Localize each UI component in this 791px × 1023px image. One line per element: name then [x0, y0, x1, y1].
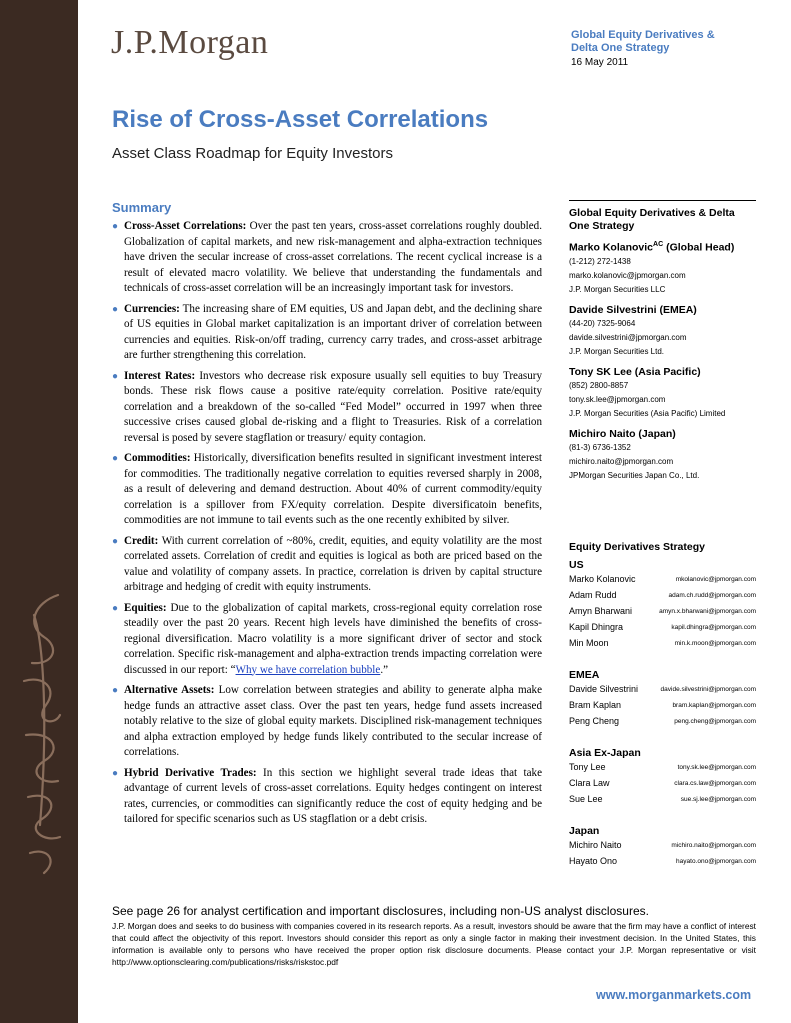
region-heading: US [569, 559, 584, 571]
contact-email[interactable]: michiro.naito@jpmorgan.com [671, 841, 756, 849]
contact-email[interactable]: hayato.ono@jpmorgan.com [676, 857, 756, 865]
bullet-icon: ● [112, 767, 119, 779]
jpmorgan-script-watermark [14, 585, 70, 885]
summary-item [112, 302, 542, 364]
directory-row [569, 853, 756, 869]
analyst-block [569, 304, 756, 358]
report-title: Rise of Cross-Asset Correlations [112, 106, 489, 133]
analyst-email[interactable]: marko.kolanovic@jpmorgan.com [569, 270, 686, 280]
disclosure-section [112, 904, 756, 968]
contact-email[interactable]: min.k.moon@jpmorgan.com [674, 639, 756, 647]
summary-item-lead: Interest Rates: [124, 369, 196, 382]
contact-email[interactable]: sue.sj.lee@jpmorgan.com [680, 795, 756, 803]
analyst-block [569, 241, 756, 296]
directory-heading: Equity Derivatives Strategy [569, 541, 705, 553]
analyst-phone: (852) 2800-8857 [569, 380, 629, 390]
directory-row [569, 619, 756, 635]
summary-item [112, 534, 542, 596]
region-heading: EMEA [569, 669, 600, 681]
bullet-icon: ● [112, 303, 119, 315]
summary-item-text: Investors who decrease risk exposure usually sell equities to buy Treasury bonds. These risk flows cause a positive rate/equity correlation. Positive rate/equity correlation and a breakdown of the so-called “Fed Model” occurred in 1997 when three successive crises caused global de-risking and a flight to Treasuries. Risk of a correlation reversal is posed by severe stagflation or treasury/ equity contagion. [124, 369, 542, 444]
directory-row [569, 603, 756, 619]
contact-name: Bram Kaplan [569, 700, 622, 710]
analyst-firm: J.P. Morgan Securities (Asia Pacific) Limited [569, 408, 726, 418]
contact-email[interactable]: kapil.dhingra@jpmorgan.com [671, 623, 756, 631]
disclosure-heading: See page 26 for analyst certification and important disclosures, including non-US analyst disclosures. [112, 904, 649, 918]
summary-item [112, 219, 542, 297]
department-line-1: Global Equity Derivatives & [571, 29, 715, 41]
analyst-firm: JPMorgan Securities Japan Co., Ltd. [569, 470, 700, 480]
contact-email[interactable]: tony.sk.lee@jpmorgan.com [677, 763, 756, 771]
report-subtitle: Asset Class Roadmap for Equity Investors [112, 145, 393, 162]
directory-row [569, 837, 756, 853]
summary-item-text: The increasing share of EM equities, US and Japan debt, and the declining share of US equities in Global market capitalization is an important driver of correlation between currencies and equities. Risk-on/off trading, currency carry trades, and cross-asset arbitrage are further strengthening this correlation. [124, 302, 542, 361]
contact-email[interactable]: clara.cs.law@jpmorgan.com [674, 779, 756, 787]
report-date: 16 May 2011 [571, 57, 629, 68]
department-line-2: Delta One Strategy [571, 42, 670, 54]
contact-email[interactable]: amyn.x.bharwani@jpmorgan.com [659, 607, 756, 615]
contact-name: Amyn Bharwani [569, 606, 633, 616]
analyst-phone: (1-212) 272-1438 [569, 256, 631, 266]
directory-row [569, 775, 756, 791]
summary-item [112, 369, 542, 447]
contact-email[interactable]: mkolanovic@jpmorgan.com [675, 575, 756, 583]
analyst-firm: J.P. Morgan Securities Ltd. [569, 346, 665, 356]
analyst-block [569, 428, 756, 482]
contact-email[interactable]: davide.silvestrini@jpmorgan.com [660, 685, 756, 693]
summary-item-lead: Credit: [124, 534, 159, 547]
summary-item [112, 766, 542, 828]
summary-item-lead: Currencies: [124, 302, 180, 315]
directory-row [569, 791, 756, 807]
report-header [571, 29, 771, 68]
analyst-name: Davide Silvestrini (EMEA) [569, 303, 697, 316]
contact-name: Hayato Ono [569, 856, 618, 866]
analyst-email[interactable]: michiro.naito@jpmorgan.com [569, 456, 674, 466]
bullet-icon: ● [112, 602, 119, 614]
contact-name: Tony Lee [569, 762, 606, 772]
summary-item-text: Low correlation between strategies and ability to generate alpha make hedge funds an attractive asset class. Over the past ten years, hedge fund assets increased notably relative to the size of global equity markets. Disciplined risk-management techniques and alpha extraction employed by hedge funds likely contributed to the secular increase of correlations. [124, 684, 542, 758]
analyst-name: Marko Kolanovic$^{AC}$ (Global Head) [569, 241, 735, 254]
summary-item-lead: Equities: [124, 601, 167, 614]
summary-item-text: Historically, diversification benefits resulted in significant investment interest for commodities. The traditionally negative correlation to equities reversed sharply in 2008, as a result of delevering and demand destruction. About 40% of current commodity/equity correlation is a spillover from FX/equity correlation. Despite diversificatoin benefits, commodities are not immune to tail events such as the one recently exhibited by silver. [124, 452, 542, 526]
side-band [0, 0, 78, 1023]
contact-email[interactable]: peng.cheng@jpmorgan.com [674, 717, 756, 725]
contact-email[interactable]: bram.kaplan@jpmorgan.com [672, 701, 756, 709]
summary-item-lead: Cross-Asset Correlations: [124, 220, 247, 232]
jpmorgan-logo: J.P.Morgan [111, 24, 269, 61]
region-heading: Japan [569, 825, 600, 837]
summary-item [112, 683, 542, 761]
disclosure-body: J.P. Morgan does and seeks to do business with companies covered in its research reports. As a result, investors should be aware that the firm may have a conflict of interest that could affect the objectivity of this report. Investors should consider this report as only a single factor in making their investment decision. In the United States, this information is available only to persons who have received the proper option risk disclosure documents. Please contact your J.P. Morgan representative or visit http://www.optionsclearing.com/publications/risks/riskstoc.pdf [112, 921, 756, 967]
equity-derivatives-strategy-directory [569, 541, 756, 869]
analyst-name: Tony SK Lee (Asia Pacific) [569, 365, 701, 378]
summary-item-lead: Alternative Assets: [124, 684, 215, 696]
analyst-phone: (81-3) 6736-1352 [569, 442, 631, 452]
directory-row [569, 587, 756, 603]
bullet-icon: ● [112, 221, 119, 232]
contact-name: Sue Lee [569, 794, 603, 804]
contact-name: Adam Rudd [569, 590, 617, 600]
bullet-icon: ● [112, 685, 119, 696]
summary-list [112, 219, 542, 833]
directory-row [569, 713, 756, 729]
region-heading: Asia Ex-Japan [569, 747, 641, 759]
contact-name: Min Moon [569, 638, 609, 648]
report-link[interactable]: Why we have correlation bubble [235, 663, 381, 676]
sidebar-title: Global Equity Derivatives & Delta One Strategy [569, 200, 756, 233]
summary-item-text: In this section we highlight several trade ideas that take advantage of current levels of cross-asset correlations. Equity hedges contingent on interest rates, currencies, or commodities can significantly reduce the cost of equity hedging and be tailored for specific scenarios such as US stagflation or a debt crisis. [124, 766, 542, 825]
analyst-phone: (44-20) 7325-9064 [569, 318, 636, 328]
analyst-block [569, 366, 756, 420]
directory-row [569, 759, 756, 775]
summary-item-lead: Commodities: [124, 452, 191, 464]
contact-name: Peng Cheng [569, 716, 620, 726]
analyst-email[interactable]: davide.silvestrini@jpmorgan.com [569, 332, 687, 342]
summary-item-lead: Hybrid Derivative Trades: [124, 766, 257, 779]
bullet-icon: ● [112, 370, 119, 382]
summary-item [112, 451, 542, 529]
directory-row [569, 571, 756, 587]
summary-item-text: With current correlation of ~80%, credit, equities, and equity volatility are the most correlated assets. Correlation of credit and equities is logical as both are priced based on the value and volatility of company assets. In practice, correlation is driven by capital structure arbitrage and hedging of credit with equity instruments. [124, 534, 542, 593]
directory-row [569, 681, 756, 697]
footer-url[interactable]: www.morganmarkets.com [596, 988, 752, 1002]
bullet-icon: ● [112, 453, 119, 464]
directory-row [569, 697, 756, 713]
contact-name: Kapil Dhingra [569, 622, 624, 632]
analyst-firm: J.P. Morgan Securities LLC [569, 284, 666, 294]
summary-item-text-after: .” [380, 663, 389, 676]
analyst-sidebar [569, 200, 756, 482]
summary-item-text: Due to the globalization of capital markets, cross-regional equity correlation rose steadily over the past 20 years. Recent high levels have diminished the benefits of cross-regional diversification. Macro volatility is a more significant driver of sector and stock correlation. Specific risk-management and alpha-extraction trends impacting correlation were discussed in our report: “ [124, 601, 542, 676]
contact-email[interactable]: adam.ch.rudd@jpmorgan.com [668, 591, 756, 599]
contact-name: Davide Silvestrini [569, 684, 639, 694]
contact-name: Marko Kolanovic [569, 574, 636, 584]
contact-name: Michiro Naito [569, 840, 622, 850]
contact-name: Clara Law [569, 778, 610, 788]
analyst-email[interactable]: tony.sk.lee@jpmorgan.com [569, 394, 666, 404]
directory-row [569, 635, 756, 651]
bullet-icon: ● [112, 535, 119, 547]
analyst-name: Michiro Naito (Japan) [569, 427, 676, 440]
summary-heading: Summary [112, 200, 172, 215]
summary-item [112, 601, 542, 679]
summary-item-text: Over the past ten years, cross-asset correlations roughly doubled. Globalization of capital markets, and new risk-management and alpha-extraction techniques have driven the secular increase of cross-asset correlations. The recent cyclical increase is a result of elevated macro volatility. We believe that understanding the fundamentals and technicals of cross-asset correlation will be an increasingly important task for investors. [124, 220, 542, 294]
